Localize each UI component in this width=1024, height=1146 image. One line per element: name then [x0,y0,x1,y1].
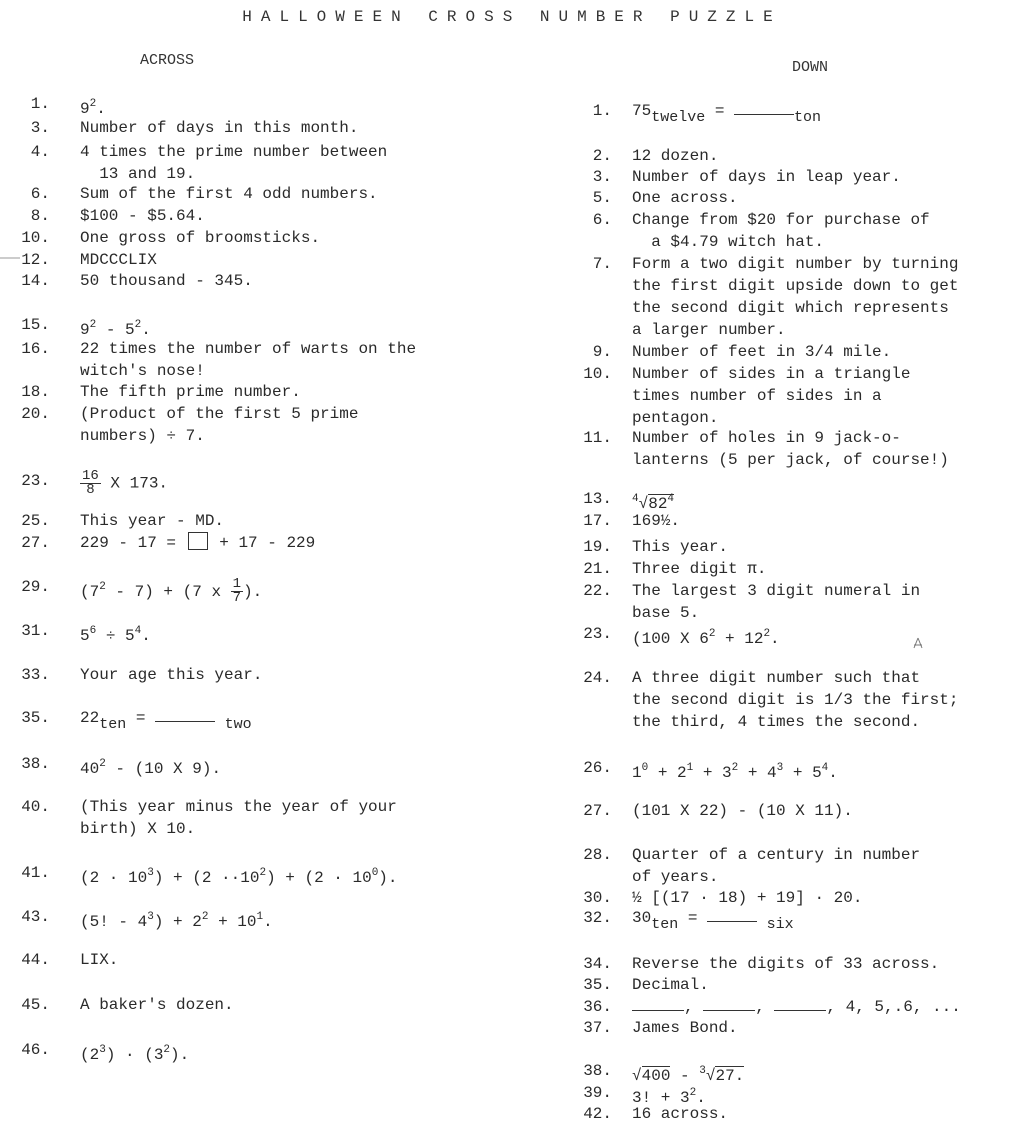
clue-line: base 5. [632,604,700,622]
exponent: 4 [667,493,675,505]
subscript: ten [651,916,679,933]
clue-text: Number of feet in 3/4 mile. [632,343,892,361]
clue-text: MDCCCLIX [80,251,157,269]
clue-text [80,403,500,447]
clue-number: 12. [21,251,50,269]
clue-number: 5. [592,189,612,207]
clue-number: 36. [583,998,612,1016]
clue-text [632,580,1022,624]
clue-text [80,338,500,382]
clue-text: $^4√82^4$ [632,493,675,513]
clue-number: 10. [583,365,612,383]
clue-number: 16. [21,340,50,358]
clue-number: 35. [21,709,50,727]
clue-text: $(2^3) \cdot (3^2)$. [80,1044,190,1064]
clue-text: 16 across. [632,1105,729,1123]
clue-number: 8. [30,207,50,225]
clue-number: 6. [30,185,50,203]
fraction-denominator: 7 [232,590,242,607]
fraction [231,578,243,605]
clue-text: (100 X $6^2 + 12^2$. [632,628,780,648]
clue-line: Number of holes in 9 jack-o- [632,429,901,447]
clue-number: 20. [21,405,50,423]
clue-line: Number of sides in a triangle [632,365,911,383]
clue-line: a larger number. [632,321,786,339]
clue-line: Form a two digit number by turning [632,255,959,273]
clue-number: 34. [583,955,612,973]
clue-line: ) + 2 [153,913,202,931]
page-title: HALLOWEEN CROSS NUMBER PUZZLE [242,8,782,26]
clue-number: 46. [21,1041,50,1059]
clue-number: 22. [583,582,612,600]
clue-line: (100 X 6 [632,630,709,648]
clue-number: 19. [583,538,612,556]
clue-line: . [770,630,780,648]
clue-line: - [680,1067,690,1085]
clue-line: 82 [648,495,668,513]
clue-number: 41. [21,864,50,882]
fraction-numerator: 1 [232,576,242,593]
clue-text: (101 X 22) - (10 X 11). [632,802,853,820]
clue-number: 42. [583,1105,612,1123]
clue-text: $9^2 - 5^2$. [80,319,151,339]
clue-text: One across. [632,189,738,207]
clue-number: 31. [21,622,50,640]
fraction-denominator: 8 [86,482,95,498]
clue-number: 38. [21,755,50,773]
clue-number: 1. [30,95,50,113]
clue-line: . [828,764,838,782]
clue-number: 15. [21,316,50,334]
clue-text: $100 - $5.64. [80,207,205,225]
clue-line: - (10 X 9). [115,760,222,778]
clue-text [632,363,1022,429]
clue-line: ). [378,869,398,887]
clue-text [632,209,1022,253]
clue-text: √400 - $^3$√27. [632,1065,745,1085]
clue-line: ). [170,1046,190,1064]
clue-text: $1^0 + 2^1 + 3^2 + 4^3 + 5^4$. [632,762,838,782]
clue-number: 26. [583,759,612,777]
clue-text: Number of days in leap year. [632,168,901,186]
clue-number: 32. [583,909,612,927]
clue-number: 35. [583,976,612,994]
clue-number: 27. [583,802,612,820]
clue-line: ). [243,583,263,601]
clue-number: 38. [583,1062,612,1080]
clue-line: A three digit number such that [632,669,921,687]
subscript: two [224,716,252,733]
clue-number: 28. [583,846,612,864]
clue-line: = [135,709,146,727]
clue-line: Quarter of a century in number [632,846,921,864]
clue-number: 21. [583,560,612,578]
clue-line: ) · (3 [105,1046,164,1064]
clue-line: 5 [80,627,90,645]
clue-line: 30 [632,909,652,927]
clue-text: Decimal. [632,976,709,994]
clue-number: 23. [21,472,50,490]
clue-number: 2. [592,147,612,165]
clue-text: ½ [(17 · 18) + 19] · 20. [632,889,863,907]
clue-number: 30. [583,889,612,907]
clue-number: 43. [21,908,50,926]
clue-text: Reverse the digits of 33 across. [632,955,940,973]
clue-line: ) + (2 ··10 [153,869,260,887]
clue-text [632,907,1022,936]
fraction-numerator: 16 [82,468,99,484]
answer-blank [774,998,826,1011]
clue-line: , 4, 5,.6, ... [826,998,961,1016]
clue-number: 1. [592,102,612,120]
clue-text: LIX. [80,951,119,969]
clue-text: One gross of broomsticks. [80,229,321,247]
clue-number: 27. [21,534,50,552]
clue-number: 11. [583,429,612,447]
clue-line: + 17 - 229 [219,534,316,552]
clue-line: (2 [80,1046,100,1064]
clue-text [80,532,500,554]
root-index: 4 [632,493,639,505]
clue-text: 3! + $3^2$. [632,1087,706,1107]
clue-line: = [687,909,698,927]
clue-line: the second digit is 1/3 the first; [632,691,959,709]
clue-number: 4. [30,143,50,161]
clue-number: 10. [21,229,50,247]
clue-text: Sum of the first 4 odd numbers. [80,185,378,203]
clue-text: This year. [632,538,729,556]
clue-line: 13 and 19. [99,165,196,183]
clue-text: A baker's dozen. [80,996,234,1014]
clue-text: James Bond. [632,1019,738,1037]
clue-text [80,707,500,736]
answer-box [188,532,208,550]
clue-number: 7. [592,255,612,273]
clue-line: + 12 [725,630,764,648]
clue-text: Three digit π. [632,560,767,578]
clue-number: 14. [21,272,50,290]
subscript: twelve [651,109,706,126]
clue-line: numbers) ÷ 7. [80,427,205,445]
clue-line: (This year minus the year of your [80,798,397,816]
clue-line: ÷ 5 [105,627,135,645]
clue-line: 229 - 17 = [80,534,177,552]
clue-text [80,470,500,497]
clue-line: the third, 4 times the second. [632,713,921,731]
clue-line: ) + (2 · 10 [266,869,372,887]
clue-text: This year - MD. [80,512,225,530]
answer-blank [632,998,684,1011]
clue-text: Number of days in this month. [80,119,359,137]
clue-line: the first digit upside down to get [632,277,959,295]
clue-line: . [696,1089,706,1107]
clue-number: 44. [21,951,50,969]
clue-line: = [714,102,725,120]
clue-line: (Product of the first 5 prime [80,405,359,423]
clue-number: 29. [21,578,50,596]
clue-number: 3. [30,119,50,137]
clue-number: 18. [21,383,50,401]
clue-line: - 7) + (7 x [115,583,222,601]
clue-number: 40. [21,798,50,816]
clue-text: Your age this year. [80,666,263,684]
clue-text: $(2 \cdot 10^3) + (2 \cdot\cdot 10^2) + (2 \cdot 10^0)$. [80,867,398,887]
clue-line: 75 [632,102,652,120]
clue-line: 3! + 3 [632,1089,690,1107]
radicand: 400 [641,1067,671,1085]
clue-text: 169½. [632,512,681,530]
clue-line: Change from $20 for purchase of [632,211,930,229]
clue-line: pentagon. [632,409,719,427]
clue-text [632,667,1022,733]
clue-text: 50 thousand - 345. [80,272,253,290]
fraction [80,470,101,497]
clue-text: 12 dozen. [632,147,719,165]
clue-line: The largest 3 digit numeral in [632,582,921,600]
clue-text: (5! - $4^3) + 2^2 + 10^1$. [80,911,273,931]
clue-line: . [141,627,151,645]
clue-text [80,141,500,185]
answer-blank [707,909,757,922]
clue-line: 22 times the number of warts on the [80,340,417,358]
clue-text [632,253,1022,341]
clue-text: The fifth prime number. [80,383,301,401]
clue-number: 17. [583,512,612,530]
clue-number: 45. [21,996,50,1014]
clue-line: 22 [80,709,100,727]
clue-text [632,427,1024,471]
clue-line: (7 [80,583,100,601]
subscript: ten [99,716,127,733]
clue-line: lanterns (5 per jack, of course!) [632,451,949,469]
across-heading: ACROSS [140,52,195,69]
answer-blank [734,102,794,115]
clue-text [80,796,500,840]
clue-text [632,844,1022,888]
answer-blank [155,709,215,722]
answer-blank [703,998,755,1011]
down-heading: DOWN [792,59,829,76]
clue-line: times number of sides in a [632,387,882,405]
clue-line: (2 · 10 [80,869,148,887]
clue-number: 39. [583,1084,612,1102]
clue-line: of years. [632,868,719,886]
clue-number: 23. [583,625,612,643]
clue-line: · 20. [814,889,863,907]
clue-line: birth) X 10. [80,820,196,838]
clue-line: (5! - 4 [80,913,148,931]
clue-number: 9. [592,343,612,361]
clue-number: 37. [583,1019,612,1037]
clue-line: 4 times the prime number between [80,143,388,161]
clue-line: a $4.79 witch hat. [651,233,825,251]
clue-line: 40 [80,760,100,778]
clue-line: + 10 [218,913,257,931]
clue-line: ½ [632,889,642,907]
clue-line: witch's nose! [80,362,205,380]
clue-number: 13. [583,490,612,508]
clue-text [632,100,1022,129]
clue-number: 33. [21,666,50,684]
clue-text: $40^2 - (10$ X 9). [80,758,222,778]
clue-number: 24. [583,669,612,687]
clue-text: $9^2$. [80,98,106,118]
clue-line: the second digit which represents [632,299,949,317]
subscript: ton [794,109,822,126]
clue-text: , , , 4, 5,.6, ... [632,996,1022,1018]
clue-line: (17 · 18) + 19 [660,889,796,907]
subscript: six [766,916,794,933]
clue-text: $(7^2 - 7) + (7$ x $\frac{1}{7}$ ). [80,576,263,607]
clue-number: 6. [592,211,612,229]
clue-number: 25. [21,512,50,530]
clue-text: $5^6 \div 5^4$. [80,625,151,645]
clue-line: X 173. [110,474,169,493]
radicand: 27. [715,1067,745,1085]
clue-line: . [263,913,273,931]
clue-number: 3. [592,168,612,186]
